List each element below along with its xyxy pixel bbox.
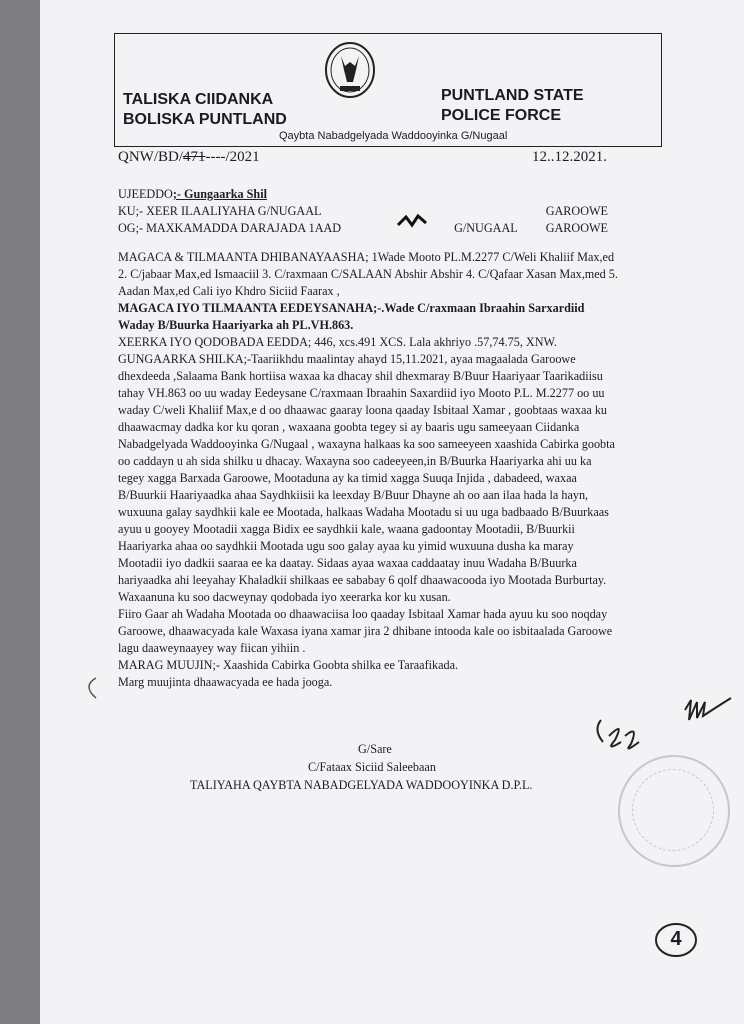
signature-block	[190, 740, 630, 794]
letter-body	[118, 186, 618, 691]
subject-line: UJEEDDO;- Gungaarka Shil	[118, 187, 267, 201]
page-number	[652, 920, 700, 960]
letterhead-right	[441, 86, 584, 126]
page-number-text: 4	[670, 928, 682, 950]
ref-number: 471	[183, 149, 206, 165]
reference-number	[118, 149, 260, 166]
accused-paragraph: MAGACA IYO TILMAANTA EEDEYSANAHA;-.Wade C/raxmaan Ibraahin Sarxardiid Waday B/Buurka Haariyarka ah PL.VH.863.	[118, 301, 585, 332]
subject-value: ;- Gungaarka Shil	[172, 187, 267, 201]
signatory-rank: G/Sare	[358, 742, 392, 756]
evidence-paragraph-2: Marg muujinta dhaawacyada ee hada jooga.	[118, 675, 333, 689]
ref-suffix: ----/2021	[205, 149, 260, 165]
letterhead	[114, 33, 662, 147]
signatory-title: TALIYAHA QAYBTA NABADGELYADA WADDOOYINKA D.P.L.	[190, 778, 533, 792]
letter-date: 12..12.2021.	[532, 149, 607, 165]
department-name: Qaybta Nabadgelyada Waddooyinka G/Nugaal	[279, 130, 508, 142]
margin-bracket-icon	[78, 676, 100, 700]
letterhead-right-line2: POLICE FORCE	[441, 107, 562, 124]
victims-paragraph: MAGACA & TILMAANTA DHIBANAYAASHA; 1Wade Mooto PL.M.2277 C/Weli Khaliif Max,ed 2. C/jabaar Max,ed Ismaaciil 3. C/raxmaan C/SALAAN Abshir Abshir 4. C/Qafaar Xasan Max,med 5. Aadan Max,ed Cali iyo Khdro Siciid Faarax ,	[118, 250, 618, 298]
law-paragraph: XEERKA IYO QODOBADA EEDDA; 446, xcs.491 XCS. Lala akhriyo .57,74.75, XNW.	[118, 335, 557, 349]
signatory-name: C/Fataax Siciid Saleebaan	[308, 760, 436, 774]
ref-prefix: QNW/BD/	[118, 149, 183, 165]
cc-line: OG;- MAXKAMADDA DARAJADA 1AAD G/NUGAAL GAROOWE	[118, 221, 608, 235]
recipient-line: KU;- XEER ILAALIYAHA G/NUGAAL GAROOWE	[118, 204, 608, 218]
official-stamp-inner	[632, 769, 714, 851]
note-paragraph: Fiiro Gaar ah Wadaha Mootada oo dhaawaciisa loo qaaday Isbitaal Xamar hada ayuu ku soo noqday Garoowe, dhaawacyada kale Waxasa iyana xamar jira 2 dhibane intooda kale oo isbitaalada Garoowe lagu daaweynaayey way fiican yihiin .	[118, 607, 613, 655]
letterhead-right-line1: PUNTLAND STATE	[441, 87, 584, 104]
letterhead-left-line2: BOLISKA PUNTLAND	[123, 111, 287, 128]
letterhead-left-line1: TALISKA CIIDANKA	[123, 91, 274, 108]
scribble-mark-icon	[396, 213, 430, 229]
incident-paragraph: GUNGAARKA SHILKA;-Taariikhdu maalintay ahayd 15,11.2021, ayaa magaalada Garoowe dhexdeeda ,Salaama Bank hortiisa waxaa ka dhacay shil dhexmaray B/Buur Haariyaar Taarikadiisu tahay VH.863 oo uu waday Eedeysane C/raxmaan Ibraahin Saxardiid iyo Mooto P.L. M.2277 oo uu waday C/weli Khaliif Max,e d oo dhaawac gaaray loona qaaday Isbitaal Xamar , goobtaas waxaa ku dhaawacmay dadka kor ku qoran , waxaana goobta tegey si ay baaris ugu sameeyaan Ciidanka Nabadgelyada Waddooyinka G/Nugaal , waxayna halkaas ka soo sameeyeen xaashida Cabirka goobta oo caddayn u ah sida shilku u dhacay. Waxayna soo cadeeyeen,in B/Buurka Haariyarka ahi uu ka tegey xagga Barxada Garoowe, Mootaduna ay ka timid xagga Suuqa Injida , dabadeed, waxaa B/Buurkii Haariyaadka ahaa Saydhkiisii ka leexday B/Buur Dhayne ah oo aan ilaa hada la hayn, wuxuuna galay saydhkii kale ee Mootada, halkaas Wadaha Mootadu si uu uga badbaado B/Buurkaas ayuu u gooyey Mootadii xagga Bidix ee saydhkii kale, waana gadoontay Mootadii, B/Buurkii Haariyarka ahaa oo saydhkii Mootada ugu soo galay ayaa ku yimid wuxuuna dusha ka maray Mootadii iyo dadkii saaraa ee ka daatay. Sidaas ayaa waxaa caddaatay inuu Wadaha B/Buurka hariyaadka ahi leeyahay Khaladkii shilkaas ee sababay 6 qolf dhaawacooda iyo Mootada Burburtay. Waxaanuna ku soo dacweynay qodobada iyo xeerarka kor ku xusan.	[118, 352, 615, 604]
letterhead-left	[123, 90, 287, 130]
evidence-paragraph: MARAG MUUJIN;- Xaashida Cabirka Goobta shilka ee Taraafikada.	[118, 658, 459, 672]
police-emblem-icon	[323, 40, 377, 100]
